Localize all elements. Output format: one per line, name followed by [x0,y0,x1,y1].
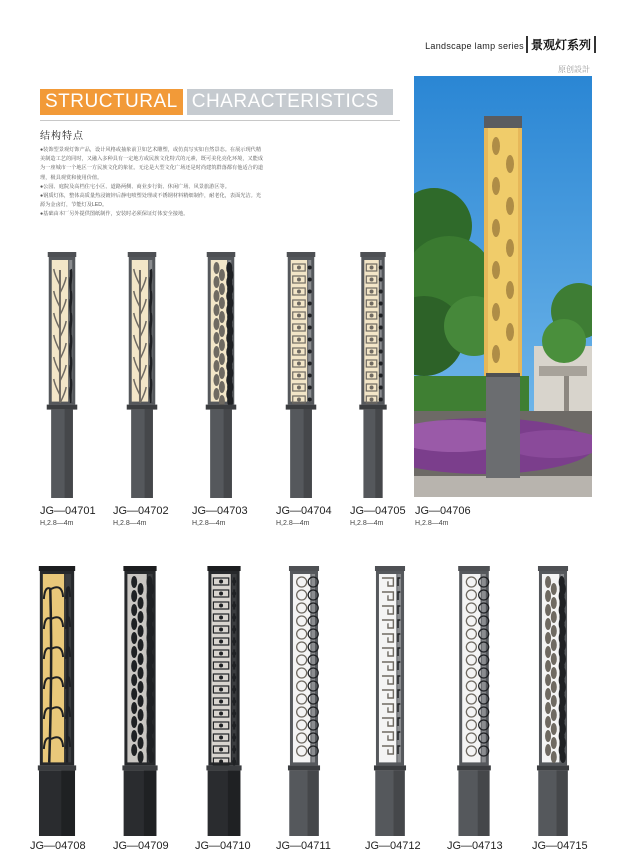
title-characteristics: CHARACTERISTICS [187,89,393,115]
description-line: ●钢质灯体，整体高质量热浸镀锌后静电喷塑处理或不锈钢材料精细制作，耐老化，表面光洁。光 [40,193,262,200]
description-line: ●基础由本厂另外提供图纸制作，安装时必须保证灯体安全接地。 [40,211,189,218]
product-height: H,2.8—4m [350,520,384,527]
lamp-product [30,566,86,852]
product-code: JG—04710 [195,840,251,852]
series-title-en: Landscape lamp series [425,41,524,51]
product-height: H,2.8—4m [415,520,449,527]
product-code: JG—04701 [40,505,96,517]
lamp-product [276,252,332,527]
product-code: JG—04706 [415,505,471,517]
product-code: JG—04713 [447,840,503,852]
product-height: H,2.8—4m [192,520,226,527]
lamp-illustration [358,252,388,498]
lamp-illustration [35,566,79,836]
installation-photo [414,76,592,497]
lamp-product [40,252,96,527]
description-text [40,146,392,220]
product-height: H,2.8—4m [40,520,74,527]
lamp-illustration [284,252,318,498]
lamp-product [447,566,503,852]
series-header [425,36,596,53]
description-line: ●公园、庭院及高档住宅小区、道路两侧、商业步行街、休闲广场、风景旅游区等。 [40,183,230,190]
product-height: H,2.8—4m [113,520,147,527]
product-code: JG—04709 [113,840,169,852]
lamp-illustration [455,566,493,836]
description-line: 为一座城市一个地区一方民族文化的象征。无论是大型文化广场还是时尚建筑群落都有他适合的道 [40,165,264,172]
product-code: JG—04703 [192,505,248,517]
product-code: JG—04712 [365,840,421,852]
subbrand-label: 原创設計 [558,65,590,74]
series-title-cn: 景观灯系列 [526,36,596,53]
lamp-illustration [204,252,238,498]
product-height: H,2.8—4m [276,520,310,527]
lamp-product [113,566,169,852]
lamp-illustration [125,252,159,498]
lamp-product [350,252,406,527]
lamp-illustration [286,566,322,836]
product-code: JG—04715 [532,840,588,852]
lamp-illustration [45,252,79,498]
lamp-product [192,252,248,527]
scene-image [414,76,592,497]
product-code: JG—04705 [350,505,406,517]
title-divider [40,120,400,121]
lamp-illustration [204,566,244,836]
lamp-product [113,252,169,527]
lamp-product [365,566,421,852]
product-code: JG—04704 [276,505,332,517]
product-code: JG—04711 [276,840,331,852]
lamp-illustration [120,566,160,836]
description-line: 理，极具观赏和使用价值。 [40,174,103,181]
description-line: 美制造工艺的同时，又融入多种具有一定地方或民族文化特式的元素，既可美化亮化环境，又能成 [40,156,264,163]
lamp-illustration [535,566,571,836]
lamp-product [276,566,331,852]
title-structural: STRUCTURAL [40,89,183,115]
section-title-cn: 结构特点 [40,131,84,142]
product-code: JG—04702 [113,505,169,517]
title-bar [40,89,393,115]
lamp-product [532,566,588,852]
product-code: JG—04708 [30,840,86,852]
description-line: 源为金卤灯，节能灯及LED。 [40,202,108,209]
lamp-illustration [372,566,408,836]
lamp-product [195,566,251,852]
description-line: ●装饰型景观灯饰产品，设计风格或抽象前卫如艺术雕塑，或仿真写实如自然景态。在展示现代精 [40,147,262,153]
